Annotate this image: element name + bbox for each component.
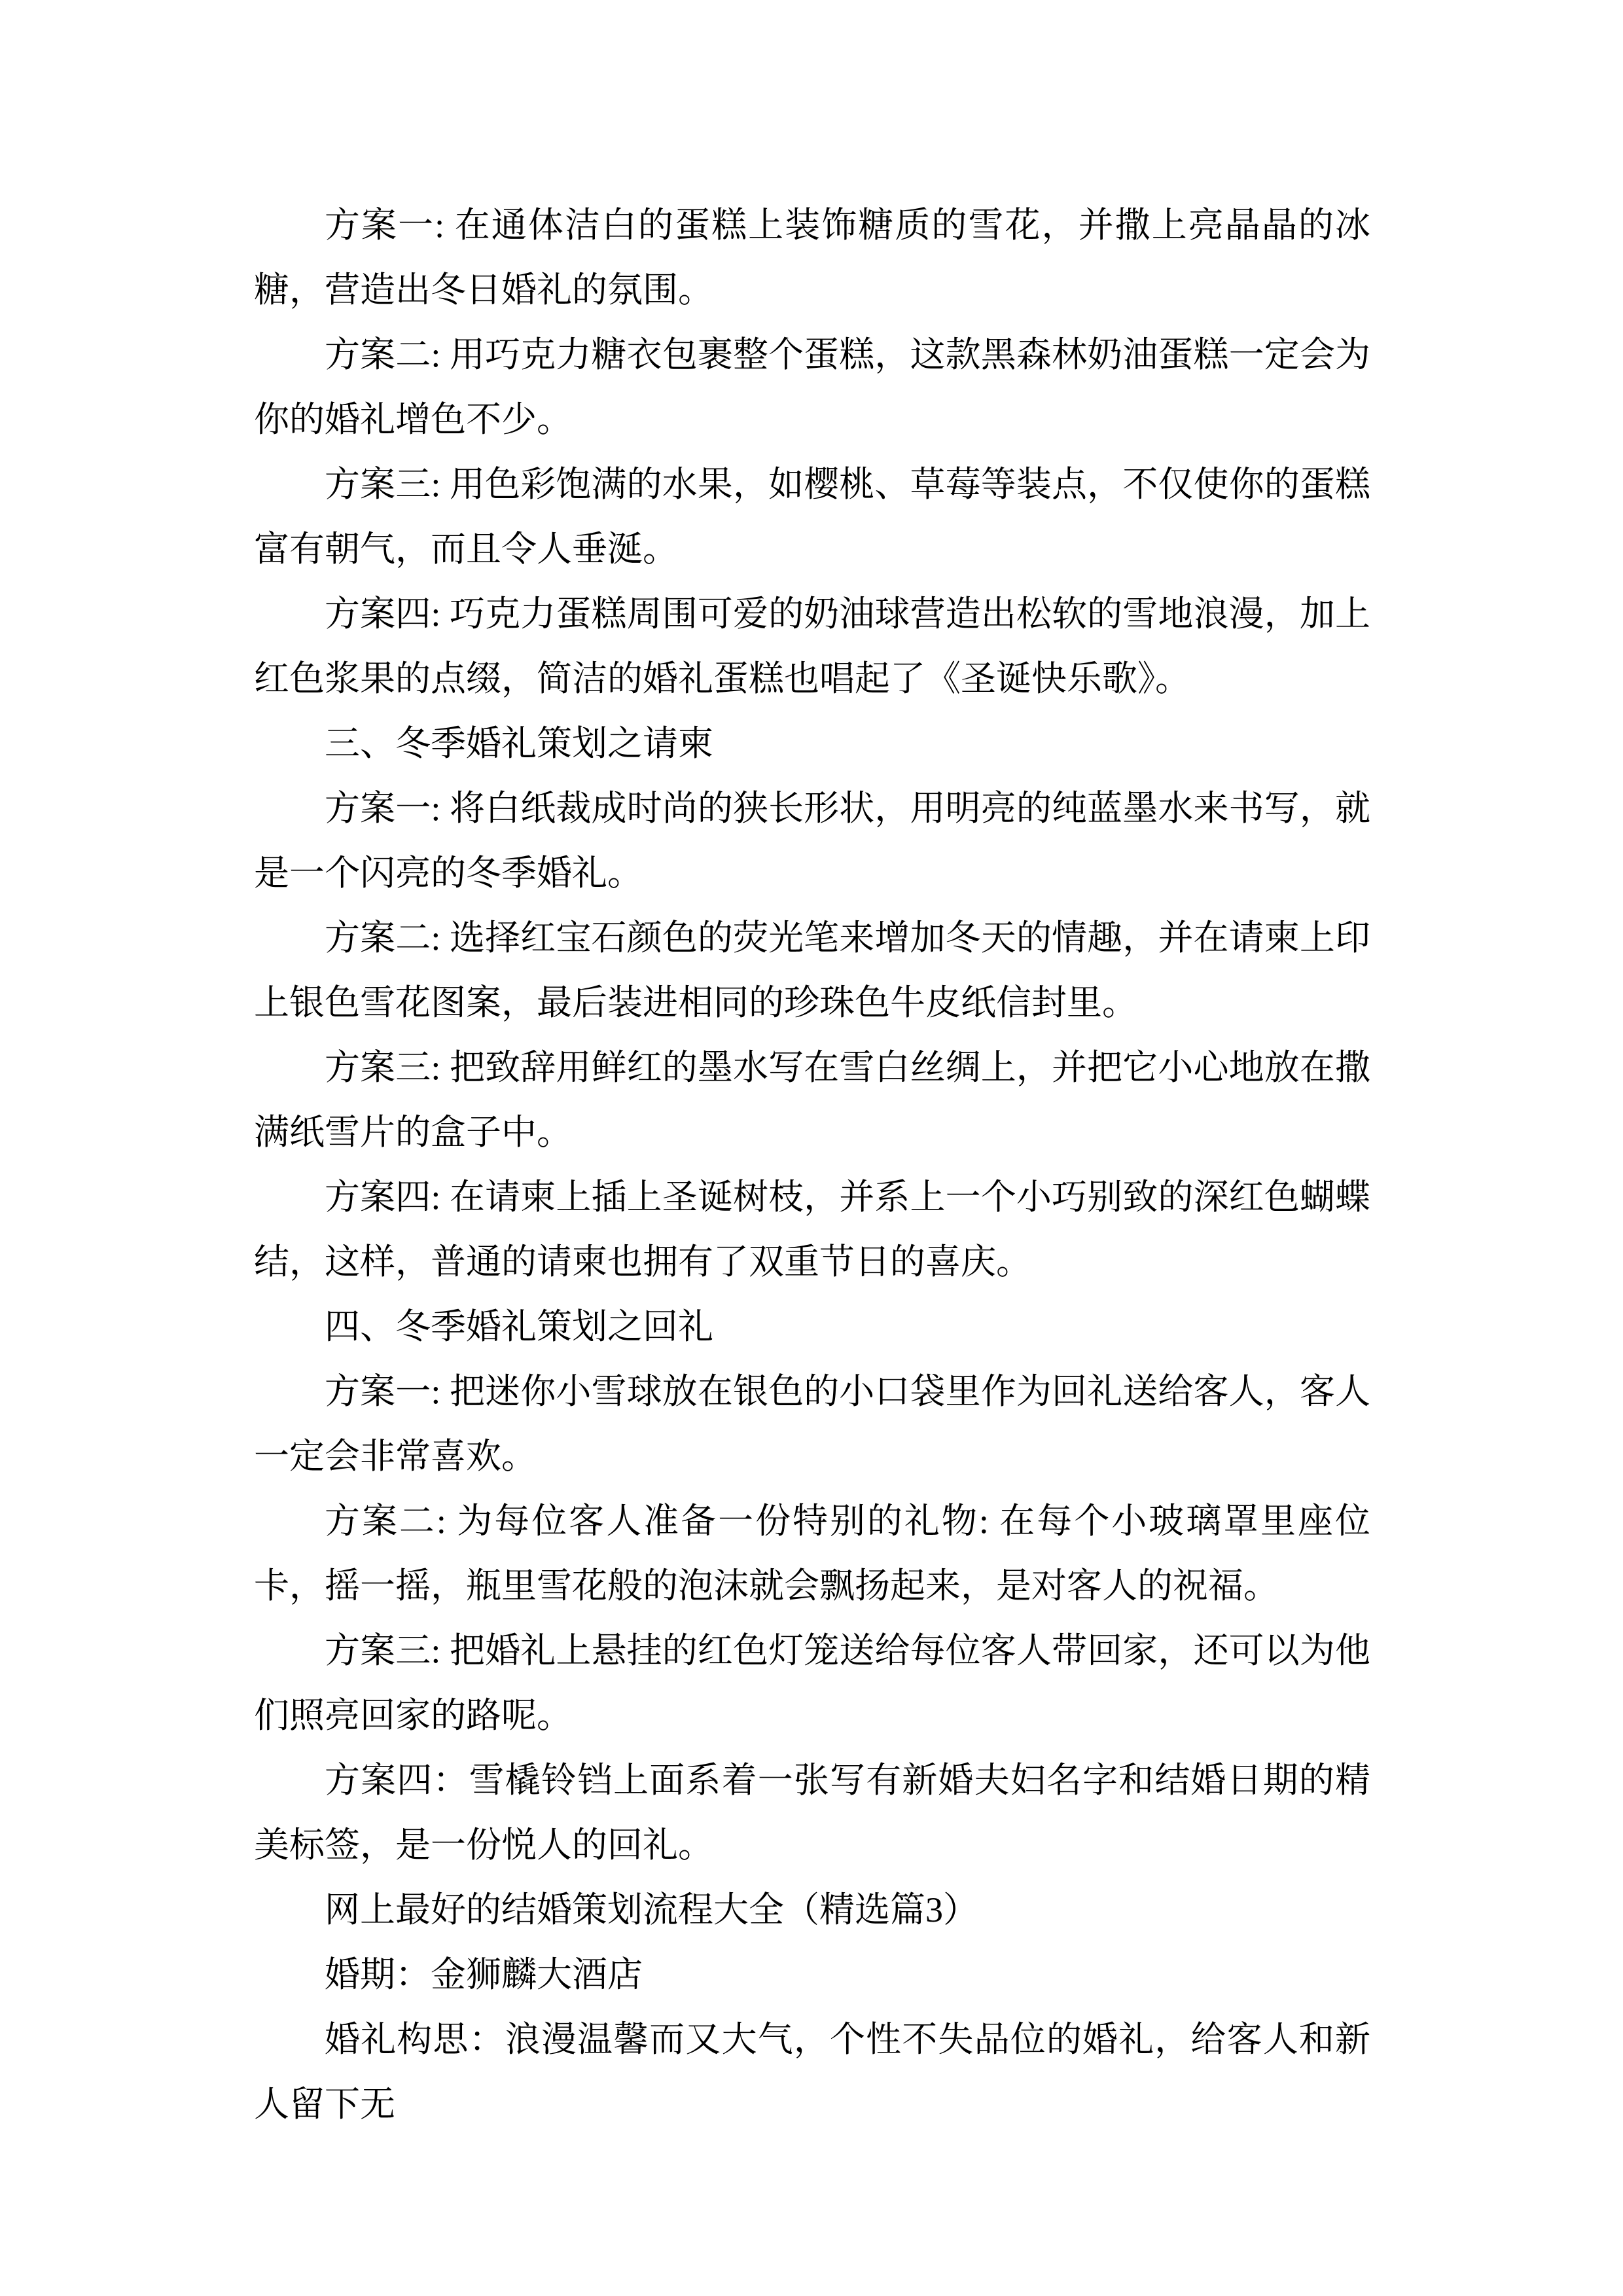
paragraph-plan-cake-3: 方案三: 用色彩饱满的水果，如樱桃、草莓等装点，不仅使你的蛋糕富有朝气，而且令人垂涎。	[254, 465, 1370, 569]
paragraph-plan-cake-2: 方案二: 用巧克力糖衣包裹整个蛋糕，这款黑森林奶油蛋糕一定会为你的婚礼增色不少。	[254, 335, 1370, 439]
paragraph-wedding-concept: 婚礼构思：浪漫温馨而又大气，个性不失品位的婚礼，给客人和新人留下无	[254, 2020, 1370, 2124]
paragraph-plan-invite-1: 方案一: 将白纸裁成时尚的狭长形状，用明亮的纯蓝墨水来书写，就是一个闪亮的冬季婚礼。	[254, 789, 1370, 893]
paragraph-plan-cake-1: 方案一: 在通体洁白的蛋糕上装饰糖质的雪花，并撒上亮晶晶的冰糖，营造出冬日婚礼的氛围。	[254, 206, 1370, 310]
heading-selected-part-3: 网上最好的结婚策划流程大全（精选篇3）	[325, 1890, 978, 1929]
paragraph-plan-invite-2: 方案二: 选择红宝石颜色的荧光笔来增加冬天的情趣，并在请柬上印上银色雪花图案，最后装进相同的珍珠色牛皮纸信封里。	[254, 918, 1370, 1022]
paragraph-plan-gift-1: 方案一: 把迷你小雪球放在银色的小口袋里作为回礼送给客人，客人一定会非常喜欢。	[254, 1372, 1370, 1476]
heading-section-three: 三、冬季婚礼策划之请柬	[325, 724, 713, 763]
heading-section-four: 四、冬季婚礼策划之回礼	[325, 1307, 713, 1346]
paragraph-plan-cake-4: 方案四: 巧克力蛋糕周围可爱的奶油球营造出松软的雪地浪漫，加上红色浆果的点缀，简洁的婚礼蛋糕也唱起了《圣诞快乐歌》。	[254, 594, 1370, 698]
document-body	[254, 193, 1370, 2137]
paragraph-plan-invite-3: 方案三: 把致辞用鲜红的墨水写在雪白丝绸上，并把它小心地放在撒满纸雪片的盒子中。	[254, 1048, 1370, 1152]
paragraph-plan-invite-4: 方案四: 在请柬上插上圣诞树枝，并系上一个小巧别致的深红色蝴蝶结，这样，普通的请柬也拥有了双重节日的喜庆。	[254, 1177, 1370, 1282]
paragraph-plan-gift-4: 方案四：雪橇铃铛上面系着一张写有新婚夫妇名字和结婚日期的精美标签，是一份悦人的回礼。	[254, 1761, 1370, 1865]
paragraph-plan-gift-2: 方案二: 为每位客人准备一份特别的礼物: 在每个小玻璃罩里座位卡，摇一摇，瓶里雪花般的泡沫就会飘扬起来，是对客人的祝福。	[254, 1501, 1370, 1605]
paragraph-plan-gift-3: 方案三: 把婚礼上悬挂的红色灯笼送给每位客人带回家，还可以为他们照亮回家的路呢。	[254, 1631, 1370, 1735]
paragraph-wedding-date: 婚期：金狮麟大酒店	[325, 1955, 643, 1994]
